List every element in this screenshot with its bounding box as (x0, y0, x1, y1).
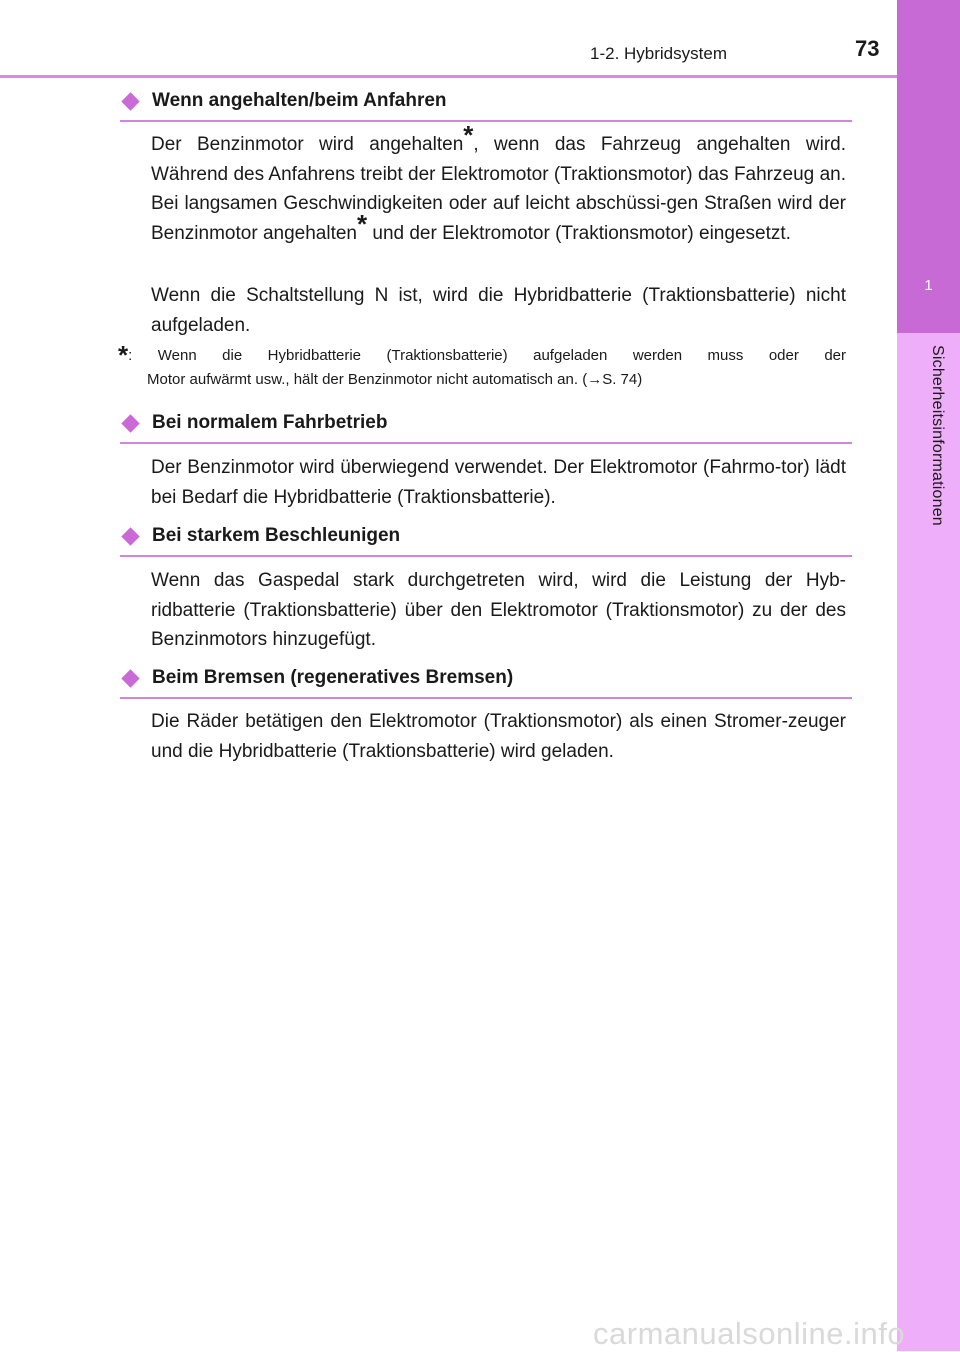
heading-underline (120, 697, 852, 699)
watermark: carmanualsonline.info (593, 1316, 906, 1351)
page-header (0, 0, 897, 78)
paragraph: Wenn das Gaspedal stark durchgetreten wird, wird die Leistung der Hyb-ridbatterie (Traktionsbatterie) über den Elektromotor (Traktionsmotor) zu der des Benzinmotors hinzugefügt. (151, 570, 846, 650)
paragraph: Die Räder betätigen den Elektromotor (Traktionsmotor) als einen Stromer-zeuger und die Hybridbatterie (Traktionsbatterie) wird geladen. (151, 711, 846, 762)
diamond-bullet-icon (121, 414, 139, 432)
chapter-title: Sicherheitsinformationen (929, 345, 946, 526)
diamond-bullet-icon (121, 527, 139, 545)
chapter-side-tab[interactable] (897, 0, 960, 1351)
page-number: 73 (855, 36, 880, 61)
section-heading-text: Bei starkem Beschleunigen (152, 525, 401, 546)
heading-underline (120, 120, 852, 122)
diamond-bullet-icon (121, 669, 139, 687)
section-heading-text: Beim Bremsen (regeneratives Bremsen) (152, 667, 514, 688)
section-title: 1-2. Hybridsystem (590, 44, 727, 63)
section-heading (120, 667, 852, 701)
section-heading (120, 90, 852, 124)
diamond-bullet-icon (121, 92, 139, 110)
footnote-marker: * (463, 120, 474, 150)
header-divider (0, 75, 897, 78)
footnote-marker: * (356, 208, 368, 239)
heading-underline (120, 442, 852, 444)
paragraph: Wenn die Schaltstellung N ist, wird die Hybridbatterie (Traktionsbatterie) nicht aufgeladen. (151, 285, 846, 336)
paragraph: Der Benzinmotor wird überwiegend verwendet. Der Elektromotor (Fahrmo-tor) lädt bei Bedarf die Hybridbatterie (Traktionsbatterie). (151, 457, 846, 508)
heading-underline (120, 555, 852, 557)
section-heading (120, 412, 852, 446)
section-heading-text: Bei normalem Fahrbetrieb (152, 412, 388, 433)
chapter-number: 1 (924, 277, 933, 294)
footnote-marker: * (118, 340, 129, 370)
footnote-reference-link[interactable]: Motor aufwärmt usw., hält der Benzinmotor nicht automatisch an. (→S. 74) (147, 371, 643, 388)
paragraph: Der Benzinmotor wird angehalten*, wenn das Fahrzeug angehalten wird. Während des Anfahrens treibt der Elektromotor (Traktionsmotor) das Fahrzeug an. Bei langsamen Geschwindigkeiten oder auf leicht abschüssi-gen Straßen wird der Benzinmotor angehalten* und der Elektromotor (Traktionsmotor) eingesetzt. (151, 120, 846, 244)
section-heading-text: Wenn angehalten/beim Anfahren (152, 90, 447, 111)
section-heading (120, 525, 852, 559)
footnote: *: Wenn die Hybridbatterie (Traktionsbatterie) aufgeladen werden muss oder der Motor aufwärmt usw., hält der Benzinmotor nicht automatisch an. (→S. 74) (118, 344, 846, 392)
